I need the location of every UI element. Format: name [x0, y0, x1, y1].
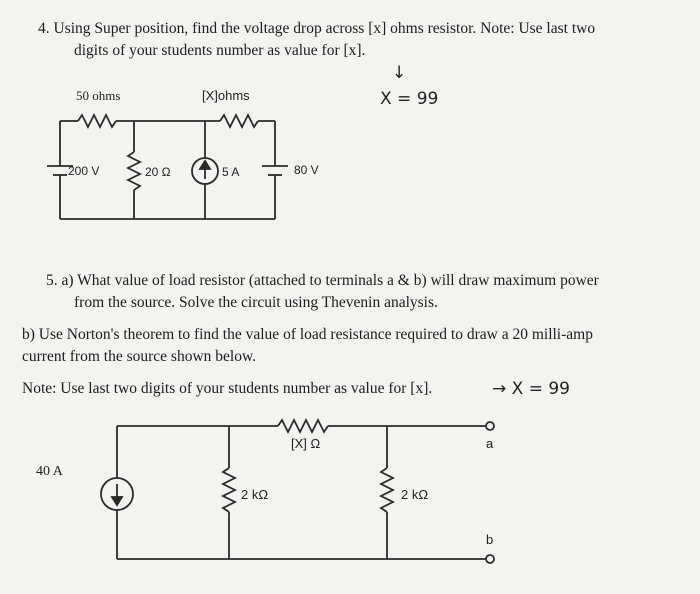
q5a-text-line2: from the source. Solve the circuit using Thevenin analysis. [74, 294, 438, 311]
q4-label-5a: 5 A [222, 165, 240, 179]
q5-x-value: → X = 99 [492, 379, 570, 399]
q5a-text-line1: 5. a) What value of load resistor (attached to terminals a & b) will draw maximum power [46, 272, 599, 289]
q5-terminal-a [486, 422, 494, 430]
q4-text-line1: 4. Using Super position, find the voltage drop across [x] ohms resistor. Note: Use last two [38, 20, 596, 37]
q4-label-80v: 80 V [294, 163, 319, 177]
q4-note-arrow: ↓ [392, 63, 407, 83]
q5-label-2k-2: 2 kΩ [401, 487, 429, 502]
q5-label-40a: 40 A [36, 464, 63, 479]
q4-x-value: X = 99 [380, 89, 439, 109]
q4-label-20-ohm: 20 Ω [145, 165, 171, 179]
q4-label-x-ohms: [X]ohms [202, 88, 250, 103]
q5-label-2k-1: 2 kΩ [241, 487, 269, 502]
q5-terminal-b [486, 555, 494, 563]
q5-label-x-ohm: [X] Ω [291, 436, 321, 451]
q4-text-line2: digits of your students number as value for [x]. [74, 42, 366, 59]
q4-label-50-ohms: 50 ohms [76, 88, 121, 103]
q5-label-terminal-b: b [486, 532, 494, 547]
q5-label-terminal-a: a [486, 436, 494, 451]
q5-resistor-2k-1 [223, 468, 235, 512]
q5-resistor-2k-2 [381, 468, 393, 512]
q4-label-200v: 200 V [68, 164, 100, 178]
q5b-text-line1: b) Use Norton's theorem to find the value of load resistance required to draw a 20 milli-amp [22, 326, 593, 343]
q5b-text-line2: current from the source shown below. [22, 348, 257, 365]
q5-resistor-x [278, 420, 328, 432]
q5-note: Note: Use last two digits of your students number as value for [x]. [22, 380, 433, 397]
q5-current-arrow-head [112, 497, 122, 505]
